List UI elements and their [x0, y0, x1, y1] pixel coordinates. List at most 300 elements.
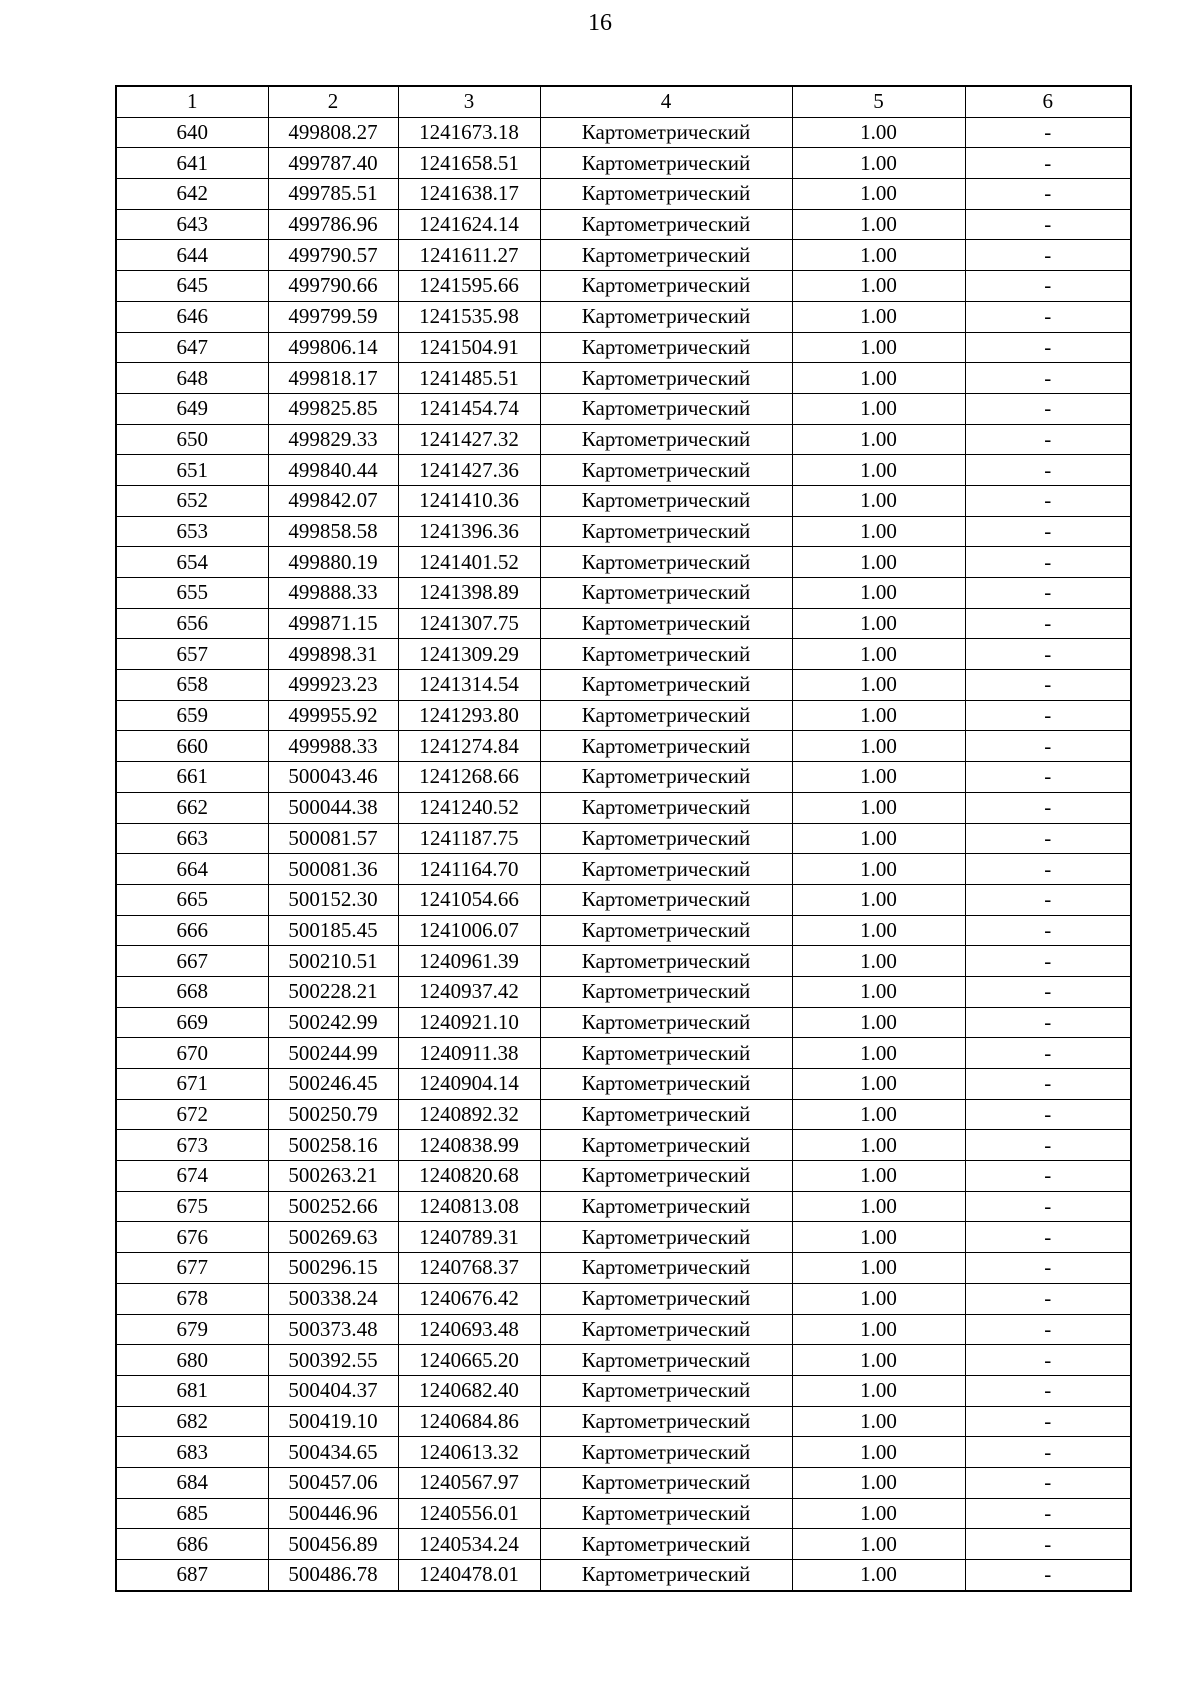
y-coordinate-cell: 1240892.32: [398, 1099, 540, 1130]
y-coordinate-cell: 1241054.66: [398, 884, 540, 915]
method-cell: Картометрический: [540, 363, 792, 394]
y-coordinate-cell: 1241535.98: [398, 301, 540, 332]
x-coordinate-cell: 500252.66: [268, 1191, 398, 1222]
x-coordinate-cell: 500446.96: [268, 1498, 398, 1529]
x-coordinate-cell: 500210.51: [268, 946, 398, 977]
table-row: [116, 823, 1131, 854]
accuracy-cell: 1.00: [792, 455, 965, 486]
y-coordinate-cell: 1241187.75: [398, 823, 540, 854]
note-cell: -: [965, 1498, 1131, 1529]
point-number-cell: 664: [116, 854, 268, 885]
note-cell: -: [965, 976, 1131, 1007]
accuracy-cell: 1.00: [792, 976, 965, 1007]
method-cell: Картометрический: [540, 1283, 792, 1314]
accuracy-cell: 1.00: [792, 915, 965, 946]
x-coordinate-cell: 499840.44: [268, 455, 398, 486]
accuracy-cell: 1.00: [792, 1560, 965, 1591]
table-row: [116, 117, 1131, 148]
point-number-cell: 651: [116, 455, 268, 486]
accuracy-cell: 1.00: [792, 1222, 965, 1253]
point-number-cell: 667: [116, 946, 268, 977]
note-cell: -: [965, 762, 1131, 793]
point-number-cell: 668: [116, 976, 268, 1007]
accuracy-cell: 1.00: [792, 578, 965, 609]
point-number-cell: 676: [116, 1222, 268, 1253]
x-coordinate-cell: 500044.38: [268, 792, 398, 823]
table-row: [116, 976, 1131, 1007]
x-coordinate-cell: 500419.10: [268, 1406, 398, 1437]
note-cell: -: [965, 332, 1131, 363]
table-row: [116, 301, 1131, 332]
point-number-cell: 679: [116, 1314, 268, 1345]
y-coordinate-cell: 1240613.32: [398, 1437, 540, 1468]
x-coordinate-cell: 499898.31: [268, 639, 398, 670]
table-row: [116, 946, 1131, 977]
point-number-cell: 659: [116, 700, 268, 731]
note-cell: -: [965, 1007, 1131, 1038]
accuracy-cell: 1.00: [792, 608, 965, 639]
table-row: [116, 854, 1131, 885]
x-coordinate-cell: 499988.33: [268, 731, 398, 762]
note-cell: -: [965, 1560, 1131, 1591]
table-row: [116, 455, 1131, 486]
table-row: [116, 639, 1131, 670]
accuracy-cell: 1.00: [792, 485, 965, 516]
header-col-5: 5: [792, 86, 965, 117]
x-coordinate-cell: 499786.96: [268, 209, 398, 240]
note-cell: -: [965, 516, 1131, 547]
accuracy-cell: 1.00: [792, 1467, 965, 1498]
y-coordinate-cell: 1241268.66: [398, 762, 540, 793]
table-row: [116, 915, 1131, 946]
method-cell: Картометрический: [540, 148, 792, 179]
method-cell: Картометрический: [540, 1069, 792, 1100]
x-coordinate-cell: 500434.65: [268, 1437, 398, 1468]
y-coordinate-cell: 1241427.36: [398, 455, 540, 486]
method-cell: Картометрический: [540, 700, 792, 731]
point-number-cell: 647: [116, 332, 268, 363]
accuracy-cell: 1.00: [792, 670, 965, 701]
table-row: [116, 1498, 1131, 1529]
y-coordinate-cell: 1240676.42: [398, 1283, 540, 1314]
y-coordinate-cell: 1241401.52: [398, 547, 540, 578]
note-cell: -: [965, 1130, 1131, 1161]
note-cell: -: [965, 670, 1131, 701]
note-cell: -: [965, 485, 1131, 516]
x-coordinate-cell: 499787.40: [268, 148, 398, 179]
table-row: [116, 1314, 1131, 1345]
note-cell: -: [965, 209, 1131, 240]
point-number-cell: 671: [116, 1069, 268, 1100]
x-coordinate-cell: 499842.07: [268, 485, 398, 516]
table-row: [116, 1437, 1131, 1468]
table-row: [116, 1253, 1131, 1284]
note-cell: -: [965, 301, 1131, 332]
table-row: [116, 516, 1131, 547]
accuracy-cell: 1.00: [792, 1130, 965, 1161]
header-col-4: 4: [540, 86, 792, 117]
note-cell: -: [965, 946, 1131, 977]
method-cell: Картометрический: [540, 516, 792, 547]
header-col-1: 1: [116, 86, 268, 117]
note-cell: -: [965, 792, 1131, 823]
method-cell: Картометрический: [540, 1222, 792, 1253]
method-cell: Картометрический: [540, 455, 792, 486]
y-coordinate-cell: 1240567.97: [398, 1467, 540, 1498]
x-coordinate-cell: 499818.17: [268, 363, 398, 394]
y-coordinate-cell: 1240684.86: [398, 1406, 540, 1437]
note-cell: -: [965, 117, 1131, 148]
y-coordinate-cell: 1241638.17: [398, 179, 540, 210]
method-cell: Картометрический: [540, 1161, 792, 1192]
table-row: [116, 608, 1131, 639]
method-cell: Картометрический: [540, 240, 792, 271]
method-cell: Картометрический: [540, 301, 792, 332]
y-coordinate-cell: 1241410.36: [398, 485, 540, 516]
method-cell: Картометрический: [540, 1130, 792, 1161]
method-cell: Картометрический: [540, 332, 792, 363]
y-coordinate-cell: 1240534.24: [398, 1529, 540, 1560]
table-row: [116, 1529, 1131, 1560]
table-row: [116, 1560, 1131, 1591]
note-cell: -: [965, 1191, 1131, 1222]
point-number-cell: 658: [116, 670, 268, 701]
method-cell: Картометрический: [540, 946, 792, 977]
method-cell: Картометрический: [540, 915, 792, 946]
table-row: [116, 547, 1131, 578]
table-row: [116, 731, 1131, 762]
accuracy-cell: 1.00: [792, 240, 965, 271]
accuracy-cell: 1.00: [792, 700, 965, 731]
point-number-cell: 675: [116, 1191, 268, 1222]
table-row: [116, 1191, 1131, 1222]
accuracy-cell: 1.00: [792, 547, 965, 578]
method-cell: Картометрический: [540, 884, 792, 915]
note-cell: -: [965, 1529, 1131, 1560]
method-cell: Картометрический: [540, 762, 792, 793]
accuracy-cell: 1.00: [792, 762, 965, 793]
accuracy-cell: 1.00: [792, 823, 965, 854]
method-cell: Картометрический: [540, 1375, 792, 1406]
accuracy-cell: 1.00: [792, 271, 965, 302]
y-coordinate-cell: 1240937.42: [398, 976, 540, 1007]
note-cell: -: [965, 393, 1131, 424]
accuracy-cell: 1.00: [792, 1191, 965, 1222]
point-number-cell: 672: [116, 1099, 268, 1130]
note-cell: -: [965, 1437, 1131, 1468]
header-col-6: 6: [965, 86, 1131, 117]
point-number-cell: 683: [116, 1437, 268, 1468]
method-cell: Картометрический: [540, 485, 792, 516]
accuracy-cell: 1.00: [792, 1099, 965, 1130]
table-row: [116, 762, 1131, 793]
note-cell: -: [965, 731, 1131, 762]
accuracy-cell: 1.00: [792, 1498, 965, 1529]
point-number-cell: 649: [116, 393, 268, 424]
point-number-cell: 678: [116, 1283, 268, 1314]
table-row: [116, 1130, 1131, 1161]
point-number-cell: 684: [116, 1467, 268, 1498]
point-number-cell: 653: [116, 516, 268, 547]
y-coordinate-cell: 1241658.51: [398, 148, 540, 179]
note-cell: -: [965, 1314, 1131, 1345]
table-row: [116, 1038, 1131, 1069]
method-cell: Картометрический: [540, 1437, 792, 1468]
x-coordinate-cell: 499888.33: [268, 578, 398, 609]
table-row: [116, 884, 1131, 915]
point-number-cell: 655: [116, 578, 268, 609]
point-number-cell: 641: [116, 148, 268, 179]
table-row: [116, 148, 1131, 179]
x-coordinate-cell: 500081.57: [268, 823, 398, 854]
y-coordinate-cell: 1241314.54: [398, 670, 540, 701]
y-coordinate-cell: 1240961.39: [398, 946, 540, 977]
x-coordinate-cell: 499825.85: [268, 393, 398, 424]
point-number-cell: 646: [116, 301, 268, 332]
method-cell: Картометрический: [540, 1498, 792, 1529]
table-row: [116, 1007, 1131, 1038]
note-cell: -: [965, 884, 1131, 915]
y-coordinate-cell: 1241673.18: [398, 117, 540, 148]
y-coordinate-cell: 1241164.70: [398, 854, 540, 885]
note-cell: -: [965, 854, 1131, 885]
y-coordinate-cell: 1241595.66: [398, 271, 540, 302]
y-coordinate-cell: 1241006.07: [398, 915, 540, 946]
point-number-cell: 682: [116, 1406, 268, 1437]
x-coordinate-cell: 499808.27: [268, 117, 398, 148]
x-coordinate-cell: 500242.99: [268, 1007, 398, 1038]
table-body: [116, 117, 1131, 1591]
point-number-cell: 666: [116, 915, 268, 946]
note-cell: -: [965, 915, 1131, 946]
table-row: [116, 1099, 1131, 1130]
x-coordinate-cell: 500258.16: [268, 1130, 398, 1161]
table-row: [116, 1222, 1131, 1253]
coordinates-table: [115, 85, 1132, 1592]
x-coordinate-cell: 500250.79: [268, 1099, 398, 1130]
accuracy-cell: 1.00: [792, 854, 965, 885]
note-cell: -: [965, 179, 1131, 210]
x-coordinate-cell: 499790.57: [268, 240, 398, 271]
x-coordinate-cell: 500338.24: [268, 1283, 398, 1314]
x-coordinate-cell: 500373.48: [268, 1314, 398, 1345]
x-coordinate-cell: 500263.21: [268, 1161, 398, 1192]
y-coordinate-cell: 1241398.89: [398, 578, 540, 609]
point-number-cell: 673: [116, 1130, 268, 1161]
note-cell: -: [965, 823, 1131, 854]
method-cell: Картометрический: [540, 731, 792, 762]
table-row: [116, 1467, 1131, 1498]
header-col-2: 2: [268, 86, 398, 117]
method-cell: Картометрический: [540, 1007, 792, 1038]
method-cell: Картометрический: [540, 1345, 792, 1376]
table-row: [116, 578, 1131, 609]
point-number-cell: 657: [116, 639, 268, 670]
method-cell: Картометрический: [540, 1529, 792, 1560]
y-coordinate-cell: 1241274.84: [398, 731, 540, 762]
point-number-cell: 677: [116, 1253, 268, 1284]
accuracy-cell: 1.00: [792, 731, 965, 762]
accuracy-cell: 1.00: [792, 1314, 965, 1345]
x-coordinate-cell: 500456.89: [268, 1529, 398, 1560]
x-coordinate-cell: 500081.36: [268, 854, 398, 885]
method-cell: Картометрический: [540, 608, 792, 639]
method-cell: Картометрический: [540, 179, 792, 210]
accuracy-cell: 1.00: [792, 1038, 965, 1069]
accuracy-cell: 1.00: [792, 1375, 965, 1406]
method-cell: Картометрический: [540, 823, 792, 854]
point-number-cell: 669: [116, 1007, 268, 1038]
x-coordinate-cell: 499871.15: [268, 608, 398, 639]
accuracy-cell: 1.00: [792, 792, 965, 823]
point-number-cell: 656: [116, 608, 268, 639]
x-coordinate-cell: 499923.23: [268, 670, 398, 701]
y-coordinate-cell: 1240478.01: [398, 1560, 540, 1591]
accuracy-cell: 1.00: [792, 1283, 965, 1314]
note-cell: -: [965, 1375, 1131, 1406]
point-number-cell: 663: [116, 823, 268, 854]
accuracy-cell: 1.00: [792, 393, 965, 424]
point-number-cell: 660: [116, 731, 268, 762]
method-cell: Картометрический: [540, 1099, 792, 1130]
x-coordinate-cell: 500296.15: [268, 1253, 398, 1284]
y-coordinate-cell: 1240921.10: [398, 1007, 540, 1038]
x-coordinate-cell: 499829.33: [268, 424, 398, 455]
y-coordinate-cell: 1241624.14: [398, 209, 540, 240]
method-cell: Картометрический: [540, 117, 792, 148]
note-cell: -: [965, 578, 1131, 609]
method-cell: Картометрический: [540, 1253, 792, 1284]
accuracy-cell: 1.00: [792, 363, 965, 394]
y-coordinate-cell: 1240838.99: [398, 1130, 540, 1161]
table-row: [116, 424, 1131, 455]
note-cell: -: [965, 547, 1131, 578]
x-coordinate-cell: 500246.45: [268, 1069, 398, 1100]
accuracy-cell: 1.00: [792, 424, 965, 455]
y-coordinate-cell: 1240693.48: [398, 1314, 540, 1345]
accuracy-cell: 1.00: [792, 639, 965, 670]
accuracy-cell: 1.00: [792, 1529, 965, 1560]
table-row: [116, 209, 1131, 240]
y-coordinate-cell: 1241611.27: [398, 240, 540, 271]
note-cell: -: [965, 240, 1131, 271]
accuracy-cell: 1.00: [792, 301, 965, 332]
point-number-cell: 686: [116, 1529, 268, 1560]
y-coordinate-cell: 1241485.51: [398, 363, 540, 394]
note-cell: -: [965, 639, 1131, 670]
x-coordinate-cell: 499955.92: [268, 700, 398, 731]
x-coordinate-cell: 500269.63: [268, 1222, 398, 1253]
point-number-cell: 642: [116, 179, 268, 210]
x-coordinate-cell: 500152.30: [268, 884, 398, 915]
y-coordinate-cell: 1240911.38: [398, 1038, 540, 1069]
y-coordinate-cell: 1240665.20: [398, 1345, 540, 1376]
x-coordinate-cell: 499858.58: [268, 516, 398, 547]
method-cell: Картометрический: [540, 792, 792, 823]
note-cell: -: [965, 363, 1131, 394]
table-row: [116, 240, 1131, 271]
x-coordinate-cell: 500228.21: [268, 976, 398, 1007]
table-row: [116, 1375, 1131, 1406]
y-coordinate-cell: 1240682.40: [398, 1375, 540, 1406]
method-cell: Картометрический: [540, 578, 792, 609]
accuracy-cell: 1.00: [792, 1007, 965, 1038]
note-cell: -: [965, 1222, 1131, 1253]
point-number-cell: 685: [116, 1498, 268, 1529]
y-coordinate-cell: 1240768.37: [398, 1253, 540, 1284]
method-cell: Картометрический: [540, 209, 792, 240]
accuracy-cell: 1.00: [792, 332, 965, 363]
note-cell: -: [965, 1406, 1131, 1437]
table-row: [116, 1283, 1131, 1314]
accuracy-cell: 1.00: [792, 1406, 965, 1437]
note-cell: -: [965, 1283, 1131, 1314]
y-coordinate-cell: 1241309.29: [398, 639, 540, 670]
accuracy-cell: 1.00: [792, 1161, 965, 1192]
method-cell: Картометрический: [540, 1406, 792, 1437]
y-coordinate-cell: 1240904.14: [398, 1069, 540, 1100]
table-row: [116, 393, 1131, 424]
method-cell: Картометрический: [540, 1038, 792, 1069]
point-number-cell: 681: [116, 1375, 268, 1406]
note-cell: -: [965, 271, 1131, 302]
point-number-cell: 645: [116, 271, 268, 302]
page-number: 16: [588, 10, 612, 36]
accuracy-cell: 1.00: [792, 946, 965, 977]
accuracy-cell: 1.00: [792, 148, 965, 179]
point-number-cell: 644: [116, 240, 268, 271]
x-coordinate-cell: 500404.37: [268, 1375, 398, 1406]
note-cell: -: [965, 1038, 1131, 1069]
accuracy-cell: 1.00: [792, 209, 965, 240]
table-header-row: [116, 86, 1131, 117]
header-col-3: 3: [398, 86, 540, 117]
table-row: [116, 1161, 1131, 1192]
y-coordinate-cell: 1241427.32: [398, 424, 540, 455]
x-coordinate-cell: 499790.66: [268, 271, 398, 302]
point-number-cell: 687: [116, 1560, 268, 1591]
point-number-cell: 680: [116, 1345, 268, 1376]
method-cell: Картометрический: [540, 393, 792, 424]
x-coordinate-cell: 500244.99: [268, 1038, 398, 1069]
table-row: [116, 179, 1131, 210]
point-number-cell: 674: [116, 1161, 268, 1192]
note-cell: -: [965, 455, 1131, 486]
y-coordinate-cell: 1240820.68: [398, 1161, 540, 1192]
accuracy-cell: 1.00: [792, 1345, 965, 1376]
accuracy-cell: 1.00: [792, 1069, 965, 1100]
accuracy-cell: 1.00: [792, 516, 965, 547]
point-number-cell: 654: [116, 547, 268, 578]
accuracy-cell: 1.00: [792, 1437, 965, 1468]
x-coordinate-cell: 500043.46: [268, 762, 398, 793]
method-cell: Картометрический: [540, 271, 792, 302]
note-cell: -: [965, 424, 1131, 455]
method-cell: Картометрический: [540, 854, 792, 885]
table-row: [116, 700, 1131, 731]
x-coordinate-cell: 500457.06: [268, 1467, 398, 1498]
note-cell: -: [965, 1069, 1131, 1100]
accuracy-cell: 1.00: [792, 884, 965, 915]
table-row: [116, 670, 1131, 701]
point-number-cell: 640: [116, 117, 268, 148]
x-coordinate-cell: 500392.55: [268, 1345, 398, 1376]
x-coordinate-cell: 499806.14: [268, 332, 398, 363]
point-number-cell: 648: [116, 363, 268, 394]
x-coordinate-cell: 500486.78: [268, 1560, 398, 1591]
method-cell: Картометрический: [540, 1314, 792, 1345]
table-row: [116, 485, 1131, 516]
